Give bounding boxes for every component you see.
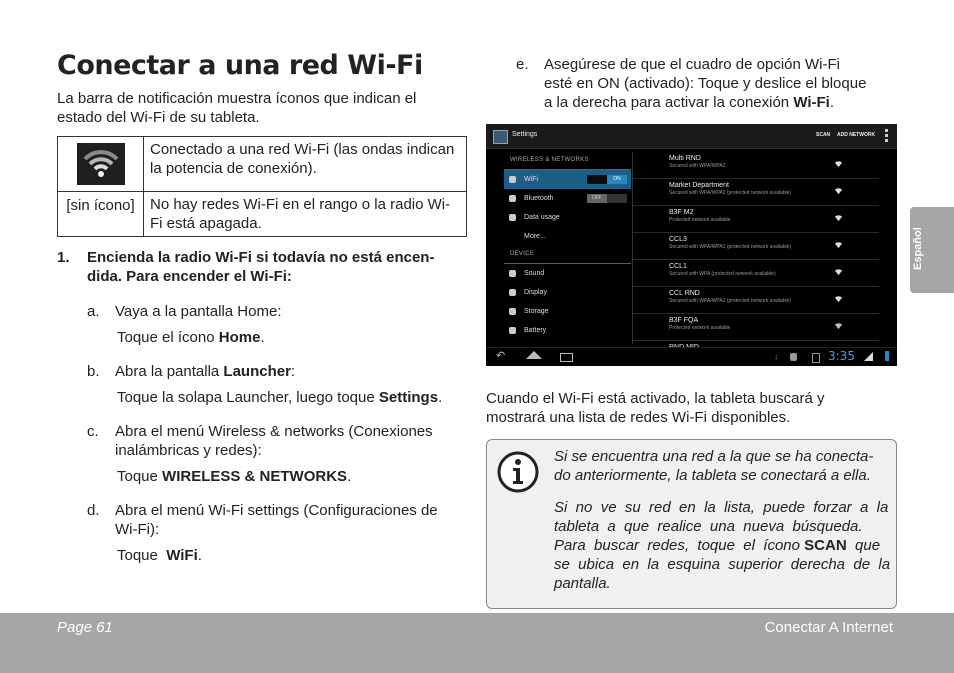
substep-letter: a. bbox=[87, 303, 100, 320]
list-item[interactable]: CCL3 Secured with WPA/WPA2 (protected network available) bbox=[633, 233, 879, 260]
language-tab bbox=[910, 207, 954, 293]
nav-item-bluetooth[interactable]: Bluetooth OFF bbox=[504, 189, 631, 208]
battery-icon bbox=[509, 327, 516, 334]
substep-action: Toque WiFi. bbox=[117, 547, 202, 564]
status-description: No hay redes Wi-Fi en el rango o la radio Wi-Fi está apagada. bbox=[144, 192, 467, 237]
list-item[interactable]: B3F FQA Protected network available bbox=[633, 314, 879, 341]
substep-letter: c. bbox=[87, 423, 99, 440]
substep-text-line: inalámbricas y redes): bbox=[115, 442, 262, 459]
wifi-signal-icon bbox=[77, 143, 125, 185]
step-number: 1. bbox=[57, 249, 70, 266]
list-item[interactable]: CCL1 Secured with WPA (protected network available) bbox=[633, 260, 879, 287]
wifi-signal-icon bbox=[834, 186, 843, 195]
list-item[interactable]: CCL RND Secured with WPA/WPA2 (protected network available) bbox=[633, 287, 879, 314]
page-title: Conectar a una red Wi-Fi bbox=[57, 50, 423, 81]
intro-text: La barra de notificación muestra íconos que indican el estado del Wi-Fi de su tableta. bbox=[57, 90, 417, 126]
info-text-line: Si no ve su red en la lista, puede forzar a la bbox=[554, 499, 889, 516]
android-debug-icon bbox=[790, 353, 797, 361]
step-text-line: dida. Para encender el Wi-Fi: bbox=[87, 268, 292, 285]
usb-icon: ↓ bbox=[774, 352, 778, 361]
info-text-line: Para buscar redes, toque el ícono SCAN que bbox=[554, 537, 881, 554]
info-text-line: do anteriormente, la tableta se conectará a ella. bbox=[554, 467, 871, 484]
status-description: Conectado a una red Wi-Fi (las ondas indican la potencia de conexión). bbox=[144, 137, 467, 192]
clock: 3:35 bbox=[828, 349, 855, 363]
system-bar bbox=[486, 347, 897, 366]
wifi-signal-icon bbox=[834, 159, 843, 168]
section-header: WIRELESS & NETWORKS bbox=[504, 152, 631, 170]
wifi-signal-icon bbox=[834, 213, 843, 222]
home-icon[interactable] bbox=[526, 351, 542, 359]
after-text-line: Cuando el Wi-Fi está activado, la tableta buscará y bbox=[486, 390, 825, 407]
substep-text-line: esté en ON (activado): Toque y deslice el bloque bbox=[544, 75, 867, 92]
substep-text-line: Asegúrese de que el cuadro de opción Wi-Fi bbox=[544, 56, 841, 73]
data-usage-icon bbox=[509, 214, 516, 221]
chapter-title: Conectar A Internet bbox=[764, 619, 893, 636]
substep-text: Vaya a la pantalla Home: bbox=[115, 303, 282, 320]
substep-action: Toque WIRELESS & NETWORKS. bbox=[117, 468, 352, 485]
bluetooth-icon bbox=[509, 195, 516, 202]
status-table bbox=[57, 136, 467, 237]
step-text-line: Encienda la radio Wi-Fi si todavía no está encen- bbox=[87, 249, 435, 266]
status-icon-cell: [sin ícono] bbox=[58, 192, 144, 237]
page-footer bbox=[0, 613, 954, 673]
display-icon bbox=[509, 289, 516, 296]
substep-text-line: Wi-Fi): bbox=[115, 521, 160, 538]
action-bar-title: Settings bbox=[512, 131, 538, 138]
substep-text-line: Abra el menú Wi-Fi settings (Configuraciones de bbox=[115, 502, 438, 519]
wifi-signal-icon bbox=[834, 321, 843, 330]
status-icon-cell bbox=[58, 137, 144, 192]
nav-item-battery[interactable]: Battery bbox=[504, 321, 631, 340]
table-row bbox=[58, 192, 467, 237]
scan-button[interactable]: SCAN bbox=[816, 132, 831, 138]
section-header: DEVICE bbox=[504, 246, 631, 264]
after-text-line: mostrará una lista de redes Wi-Fi disponibles. bbox=[486, 409, 791, 426]
storage-icon bbox=[509, 308, 516, 315]
tablet-screenshot bbox=[486, 124, 897, 366]
nav-item-data-usage[interactable]: Data usage bbox=[504, 208, 631, 227]
settings-app-icon bbox=[493, 130, 508, 144]
recent-apps-icon[interactable] bbox=[560, 353, 573, 362]
wifi-signal-icon bbox=[834, 294, 843, 303]
wifi-signal-icon bbox=[834, 267, 843, 276]
list-item[interactable]: Multi RND Secured with WPA/WPA2 bbox=[633, 152, 879, 179]
substep-letter: e. bbox=[516, 56, 529, 73]
action-bar bbox=[486, 124, 897, 149]
wifi-signal-icon bbox=[834, 240, 843, 249]
nav-item-more[interactable]: More... bbox=[524, 233, 546, 240]
overflow-menu-icon[interactable] bbox=[885, 129, 888, 143]
wifi-status-icon bbox=[864, 352, 873, 361]
language-tab-label: Español bbox=[912, 227, 924, 270]
info-text-line: pantalla. bbox=[554, 575, 611, 592]
page-number: Page 61 bbox=[57, 619, 113, 636]
substep-letter: b. bbox=[87, 363, 100, 380]
nav-item-display[interactable]: Display bbox=[504, 283, 631, 302]
info-text-line: tableta a que realice una nueva búsqueda. bbox=[554, 518, 863, 535]
bluetooth-toggle[interactable]: OFF bbox=[587, 194, 627, 203]
settings-nav bbox=[504, 152, 631, 340]
info-text-line: se ubica en la esquina superior derecha de la bbox=[554, 556, 891, 573]
sound-icon bbox=[509, 270, 516, 277]
nav-item-storage[interactable]: Storage bbox=[504, 302, 631, 321]
battery-status-icon bbox=[885, 351, 889, 361]
back-icon[interactable]: ↶ bbox=[496, 350, 506, 362]
substep-action: Toque la solapa Launcher, luego toque Settings. bbox=[117, 389, 443, 406]
table-row bbox=[58, 137, 467, 192]
add-network-button[interactable]: ADD NETWORK bbox=[837, 132, 876, 138]
info-icon bbox=[496, 450, 540, 494]
sd-card-icon bbox=[812, 353, 820, 363]
substep-letter: d. bbox=[87, 502, 100, 519]
network-list bbox=[633, 152, 879, 351]
substep-text-line: Abra el menú Wireless & networks (Conexiones bbox=[115, 423, 433, 440]
info-box bbox=[486, 439, 897, 609]
list-item[interactable]: Market Department Secured with WPA/WPA2 (protected network available) bbox=[633, 179, 879, 206]
substep-text: Abra la pantalla Launcher: bbox=[115, 363, 296, 380]
list-item[interactable]: B3F M2 Protected network available bbox=[633, 206, 879, 233]
nav-item-sound[interactable]: Sound bbox=[504, 264, 631, 283]
nav-item-wifi[interactable]: WiFi ON bbox=[504, 170, 631, 189]
substep-action: Toque el ícono Home. bbox=[117, 329, 265, 346]
wifi-icon bbox=[509, 176, 516, 183]
info-text-line: Si se encuentra una red a la que se ha conecta- bbox=[554, 448, 874, 465]
substep-text-line: a la derecha para activar la conexión Wi-Fi. bbox=[544, 94, 835, 111]
wifi-toggle[interactable]: ON bbox=[587, 175, 627, 184]
